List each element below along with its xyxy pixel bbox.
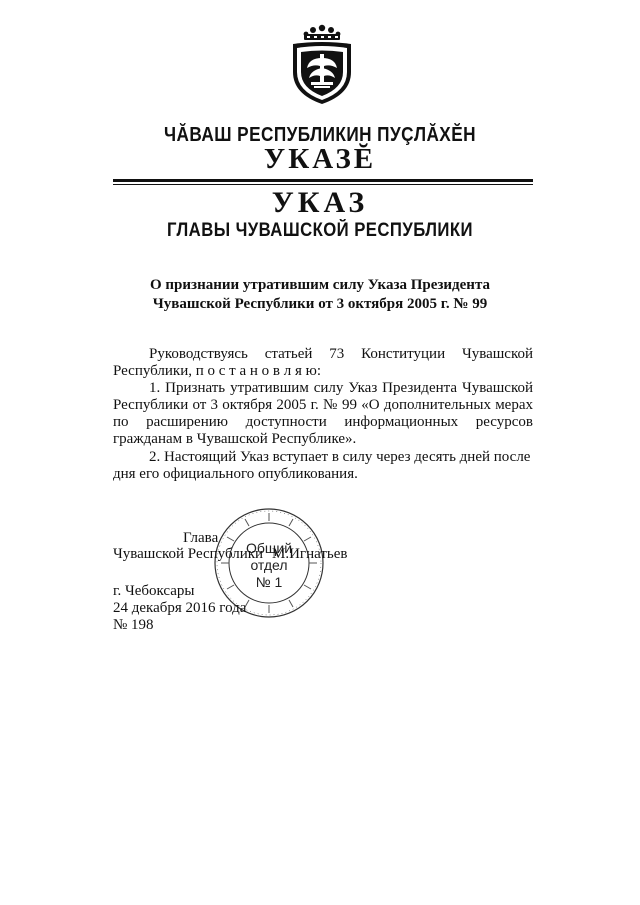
stamp-center-line-3: № 1 xyxy=(255,574,283,590)
issue-date: 24 декабря 2016 года xyxy=(113,600,247,616)
item-1-paragraph: 1. Признать утратившим силу Указ Президента Чувашской Республики от 3 октября 2005 г. № 99 «О дополнительных мерах по расширению доступности информационных ресурсов гражданам в Чувашской Республике». xyxy=(113,380,533,447)
header-issuer: ГЛАВЫ ЧУВАШСКОЙ РЕСПУБЛИКИ xyxy=(167,220,473,241)
decree-number: № 198 xyxy=(113,617,154,633)
coat-of-arms-emblem xyxy=(287,22,357,106)
item-2-paragraph: 2. Настоящий Указ вступает в силу через десять дней после дня его официального опубликования. xyxy=(113,449,531,482)
issue-city: г. Чебоксары xyxy=(113,583,195,599)
preamble-paragraph: Руководствуясь статьей 73 Конституции Чувашской Республики, п о с т а н о в л я ю: xyxy=(113,346,533,379)
signature-title-line-2: Чувашской Республики xyxy=(113,546,264,562)
header-divider-thick xyxy=(113,179,533,182)
title-line-2: Чувашской Республики от 3 октября 2005 г. № 99 xyxy=(152,296,488,312)
header-chuvash-line: ЧĂВАШ РЕСПУБЛИКИН ПУÇЛĂХĔН xyxy=(164,124,476,146)
document-title xyxy=(0,276,640,314)
stamp-center-line-2: отдел xyxy=(250,557,288,573)
header-ukaz: УКАЗ xyxy=(271,186,369,219)
signature-title-line-1: Глава xyxy=(183,530,219,546)
header-chuvash-ukaz: УКАЗĔ xyxy=(263,143,377,175)
signatory-name: М.Игнатьев xyxy=(272,546,348,562)
title-line-1: О признании утратившим силу Указа Президента xyxy=(150,277,490,293)
stamp-center-line-1: Общий xyxy=(245,540,293,556)
header-divider-thin xyxy=(113,184,533,185)
